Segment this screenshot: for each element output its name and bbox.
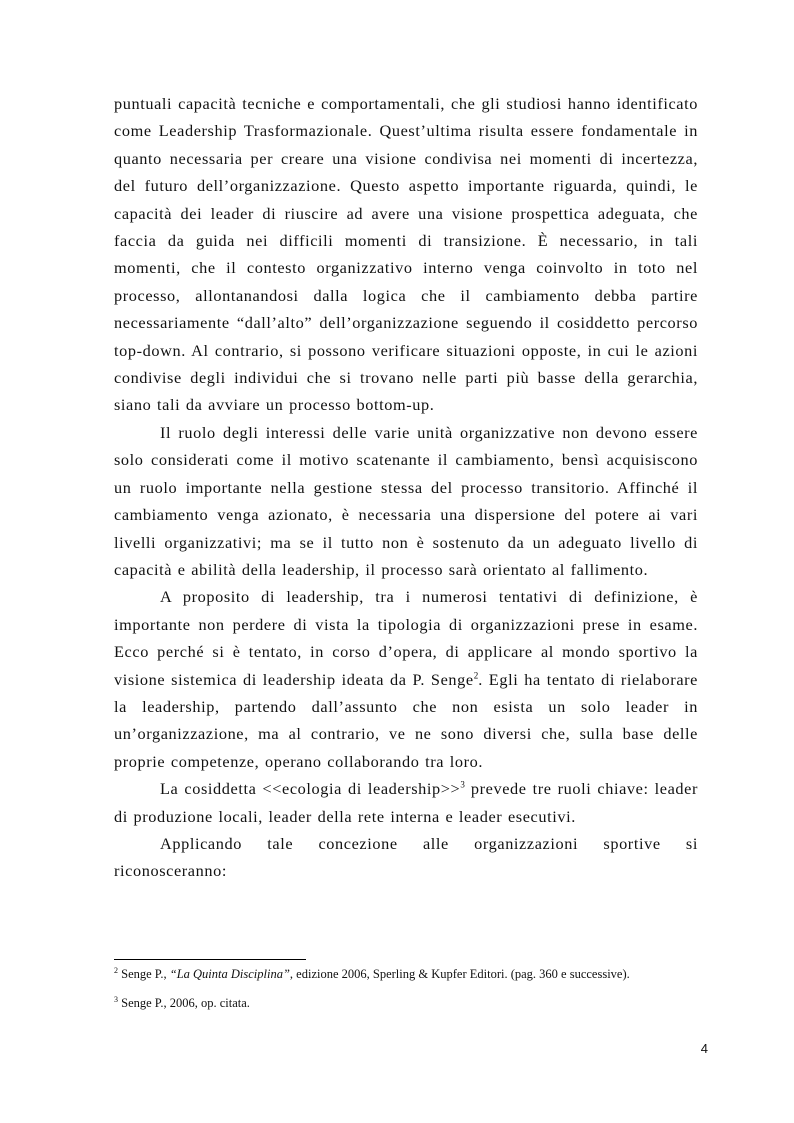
footnote-text: Senge P., 2006, op. citata. bbox=[121, 996, 250, 1010]
paragraph-4-text-a: La cosiddetta <<ecologia di leadership>> bbox=[160, 779, 461, 799]
footnote-divider bbox=[114, 959, 306, 960]
page-number: 4 bbox=[700, 1041, 708, 1056]
paragraph-3-text-b: . Egli ha tentato di rielaborare la leadership, partendo dall’assunto che non esista un solo leader in un’organizzazione, ma al contrario, ve ne sono diversi che, sulla base delle proprie competenze, operano collaborando tra loro. bbox=[114, 669, 698, 771]
footnote-ref-2[interactable]: 2 bbox=[473, 670, 479, 681]
paragraph-3-text-a: A proposito di leadership, tra i numerosi tentativi di definizione, è importante non perdere di vista la tipologia di organizzazioni prese in esame. Ecco perché si è tentato, in corso d’opera, di applicare al mondo sportivo la visione sistemica di leadership ideata da P. Senge bbox=[114, 587, 698, 689]
footnotes bbox=[114, 966, 714, 1024]
page-body bbox=[114, 90, 698, 885]
footnote-mark: 2 bbox=[114, 965, 118, 975]
footnote-book-title: “La Quinta Disciplina” bbox=[169, 967, 290, 981]
footnote-ref-3[interactable]: 3 bbox=[460, 779, 465, 790]
footnote-text: Senge P., bbox=[121, 967, 170, 981]
footnote-3 bbox=[114, 995, 714, 1011]
footnote-mark: 3 bbox=[114, 994, 118, 1004]
paragraph-3 bbox=[114, 583, 698, 775]
paragraph-2: Il ruolo degli interessi delle varie unità organizzative non devono essere solo considerati come il motivo scatenante il cambiamento, bensì acquisiscono un ruolo importante nella gestione stessa del processo transitorio. Affinché il cambiamento venga azionato, è necessaria una dispersione del potere ai vari livelli organizzativi; ma se il tutto non è sostenuto da un adeguato livello di capacità e abilità della leadership, il processo sarà orientato al fallimento. bbox=[114, 422, 698, 579]
paragraph-4 bbox=[114, 775, 698, 830]
paragraph-5: Applicando tale concezione alle organizzazioni sportive si riconosceranno: bbox=[114, 833, 698, 881]
footnote-text-end: , edizione 2006, Sperling & Kupfer Editori. (pag. 360 e successive). bbox=[289, 967, 630, 981]
footnote-2 bbox=[114, 966, 714, 982]
paragraph-1: puntuali capacità tecniche e comportamentali, che gli studiosi hanno identificato come Leadership Trasformazionale. Quest’ultima risulta essere fondamentale in quanto necessaria per creare una visione condivisa nei momenti di incertezza, del futuro dell’organizzazione. Questo aspetto importante riguarda, quindi, le capacità dei leader di riuscire ad avere una visione prospettica adeguata, che faccia da guida nei difficili momenti di transizione. È necessario, in tali momenti, che il contesto organizzativo interno venga coinvolto in toto nel processo, allontanandosi dalla logica che il cambiamento debba partire necessariamente “dall’alto” dell’organizzazione seguendo il cosiddetto percorso top-down. Al contrario, si possono verificare situazioni opposte, in cui le azioni condivise degli individui che si trovano nelle parti più basse della gerarchia, siano tali da avviare un processo bottom-up. bbox=[114, 94, 698, 415]
paragraph-4-text-b: prevede tre ruoli chiave: leader di produzione locali, leader della rete interna e leader esecutivi. bbox=[114, 779, 699, 826]
